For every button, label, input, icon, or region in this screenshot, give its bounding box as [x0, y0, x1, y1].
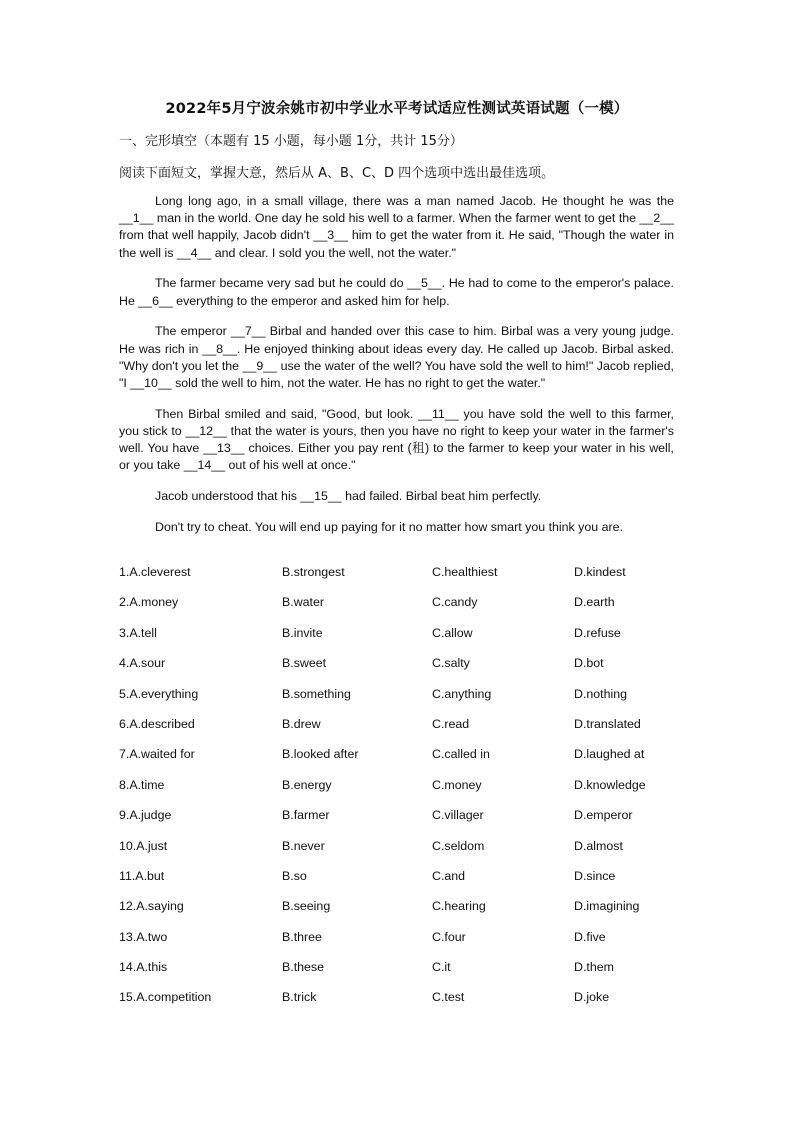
- option-a: 4.A.sour: [119, 656, 166, 671]
- option-b: B.energy: [282, 777, 332, 792]
- option-a: 12.A.saying: [119, 899, 184, 914]
- option-row: [119, 626, 719, 656]
- option-row: [119, 778, 719, 808]
- option-d: D.five: [574, 929, 606, 944]
- option-row: [119, 930, 719, 960]
- option-b: B.sweet: [282, 656, 327, 671]
- option-a: 8.A.time: [119, 777, 165, 792]
- option-c: C.candy: [432, 595, 478, 610]
- option-c: C.it: [432, 960, 451, 975]
- option-b: B.water: [282, 595, 325, 610]
- option-d: D.joke: [574, 990, 610, 1005]
- option-d: D.them: [574, 960, 614, 975]
- option-row: [119, 839, 719, 869]
- option-row: [119, 717, 719, 747]
- option-b: B.farmer: [282, 808, 330, 823]
- passage-paragraph: The emperor __7__ Birbal and handed over this case to him. Birbal was a very young judge. He was rich in __8__. He enjoyed thinking about ideas every day. He called up Jacob. Birbal asked. "Why don't you let the __9__ use the water of the well? You have sold the well to him!" Jacob replied, "I __10__ sold the well to him, not the water. He has no right to get the water.": [119, 324, 674, 391]
- instruction-text: 阅读下面短文，掌握大意，然后从 A、B、C、D 四个选项中选出最佳选项。: [119, 166, 555, 181]
- option-a: 1.A.cleverest: [119, 565, 191, 579]
- option-d: D.knowledge: [574, 777, 646, 792]
- option-d: D.earth: [574, 595, 615, 610]
- option-c: C.allow: [432, 625, 473, 640]
- option-a: 9.A.judge: [119, 808, 172, 823]
- option-b: B.three: [282, 929, 322, 944]
- page-title: 2022年5月宁波余姚市初中学业水平考试适应性测试英语试题（一模）: [165, 101, 629, 117]
- passage-paragraph: Long long ago, in a small village, there was a man named Jacob. He thought he was the __1__ man in the world. One day he sold his well to a farmer. When the farmer went to get the __2__ from that well happily, Jacob didn't __3__ him to get the water from it. He said, "Though the water in the well is __4__ and clear. I sold you the well, not the water.": [119, 194, 674, 260]
- passage-paragraph: Then Birbal smiled and said, "Good, but look. __11__ you have sold the well to this farmer, you stick to __12__ that the water is yours, then you have no right to keep your water in the farmer's well. You have __13__ choices. Either you pay rent (租) to the farmer to keep your water in his well, or you take __14__ out of his well at once.": [119, 406, 674, 473]
- reading-passage: [119, 193, 674, 550]
- option-a: 5.A.everything: [119, 686, 199, 701]
- option-d: D.kindest: [574, 565, 626, 579]
- option-row: [119, 960, 719, 990]
- option-b: B.strongest: [282, 565, 345, 579]
- option-b: B.looked after: [282, 747, 359, 762]
- option-c: C.seldom: [432, 838, 485, 853]
- option-row: [119, 656, 719, 686]
- option-a: 6.A.described: [119, 716, 195, 731]
- option-d: D.bot: [574, 656, 604, 671]
- passage-paragraph: Don't try to cheat. You will end up paying for it no matter how smart you think you are.: [155, 520, 623, 535]
- passage-paragraph: Jacob understood that his __15__ had failed. Birbal beat him perfectly.: [155, 489, 542, 504]
- option-c: C.healthiest: [432, 565, 498, 579]
- option-b: B.something: [282, 686, 351, 701]
- option-b: B.these: [282, 960, 325, 975]
- option-a: 14.A.this: [119, 960, 168, 975]
- option-d: D.translated: [574, 716, 641, 731]
- passage-paragraph: The farmer became very sad but he could do __5__. He had to come to the emperor's palace. He __6__ everything to the emperor and asked him for help.: [119, 276, 674, 308]
- option-c: C.called in: [432, 747, 490, 762]
- option-a: 11.A.but: [119, 868, 165, 883]
- section-heading: 一、完形填空（本题有 15 小题，每小题 1分，共计 15分）: [119, 134, 463, 149]
- option-c: C.and: [432, 868, 466, 883]
- option-b: B.invite: [282, 625, 323, 640]
- option-a: 10.A.just: [119, 838, 168, 853]
- option-b: B.drew: [282, 716, 321, 731]
- option-b: B.never: [282, 838, 325, 853]
- option-c: C.four: [432, 929, 466, 944]
- answer-options: [119, 565, 719, 1021]
- option-a: 2.A.money: [119, 595, 179, 610]
- option-row: [119, 899, 719, 929]
- option-row: [119, 595, 719, 625]
- option-d: D.imagining: [574, 899, 640, 914]
- option-row: [119, 990, 719, 1020]
- option-row: [119, 747, 719, 777]
- option-b: B.seeing: [282, 899, 331, 914]
- option-a: 13.A.two: [119, 929, 168, 944]
- option-a: 15.A.competition: [119, 990, 212, 1005]
- option-row: [119, 869, 719, 899]
- option-d: D.emperor: [574, 808, 633, 823]
- option-a: 7.A.waited for: [119, 747, 195, 762]
- option-a: 3.A.tell: [119, 625, 157, 640]
- option-c: C.anything: [432, 686, 492, 701]
- option-row: [119, 565, 719, 595]
- option-b: B.so: [282, 868, 307, 883]
- option-c: C.read: [432, 716, 470, 731]
- option-c: C.hearing: [432, 899, 486, 914]
- option-c: C.villager: [432, 808, 484, 823]
- option-row: [119, 808, 719, 838]
- option-c: C.money: [432, 777, 482, 792]
- option-d: D.refuse: [574, 625, 621, 640]
- option-d: D.almost: [574, 838, 623, 853]
- option-row: [119, 687, 719, 717]
- option-d: D.laughed at: [574, 747, 645, 762]
- option-c: C.salty: [432, 656, 470, 671]
- option-d: D.since: [574, 868, 616, 883]
- option-c: C.test: [432, 990, 465, 1005]
- option-b: B.trick: [282, 990, 317, 1005]
- option-d: D.nothing: [574, 686, 628, 701]
